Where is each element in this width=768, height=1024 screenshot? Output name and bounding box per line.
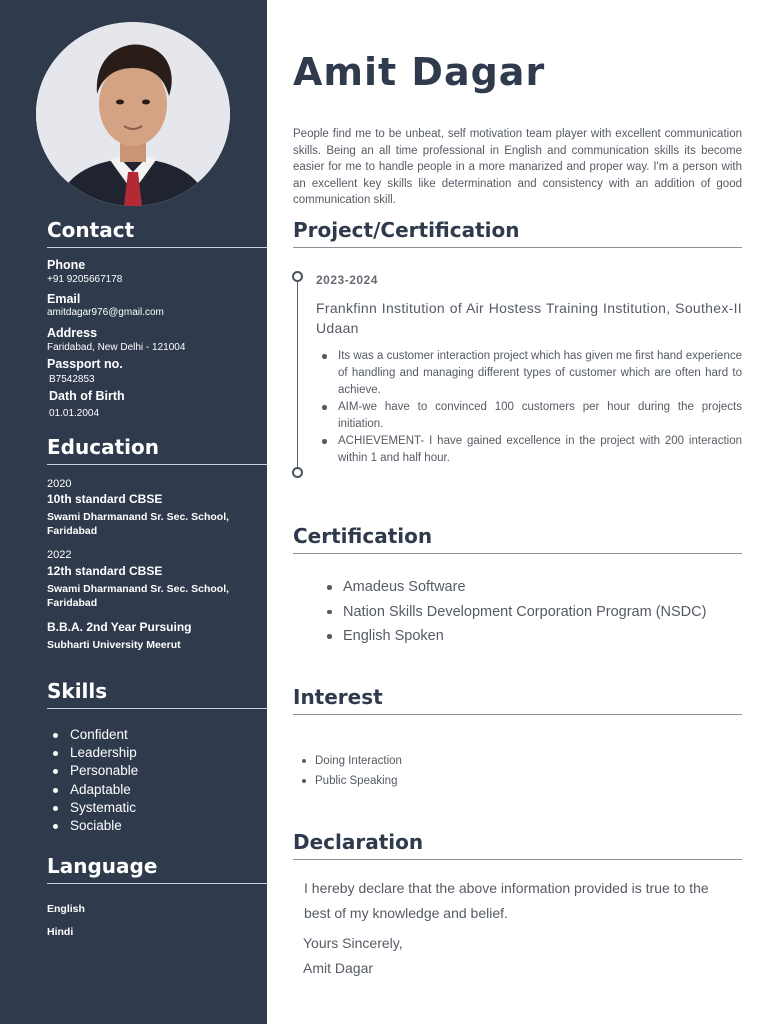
certification-item: English Spoken bbox=[325, 625, 706, 650]
dob-value: 01.01.2004 bbox=[49, 408, 100, 419]
profile-photo-illustration bbox=[36, 22, 230, 206]
dob-label: Dath of Birth bbox=[49, 389, 125, 403]
contact-heading: Contact bbox=[47, 218, 135, 242]
education-school: Swami Dharmanand Sr. Sec. School, Faridabad bbox=[47, 583, 230, 609]
education-school: Subharti University Meerut bbox=[47, 639, 181, 651]
skill-item: Leadership bbox=[52, 744, 138, 762]
certification-item: Nation Skills Development Corporation Program (NSDC) bbox=[325, 601, 706, 626]
contact-divider bbox=[47, 247, 267, 248]
interest-item: Doing Interaction bbox=[301, 752, 402, 772]
skill-item: Confident bbox=[52, 726, 138, 744]
email-label: Email bbox=[47, 292, 81, 306]
declaration-closing: Yours Sincerely, bbox=[303, 935, 403, 951]
project-divider bbox=[293, 247, 742, 248]
profile-photo bbox=[36, 22, 230, 206]
declaration-text: I hereby declare that the above information provided is true to the best of my knowledge and belief. bbox=[304, 880, 709, 921]
education-title: 10th standard CBSE bbox=[47, 492, 163, 506]
skill-item: Sociable bbox=[52, 817, 138, 835]
declaration-heading: Declaration bbox=[293, 830, 424, 854]
timeline-line bbox=[297, 282, 298, 468]
project-point: AIM-we have to convinced 100 customers per hour during the projects initiation. bbox=[320, 399, 742, 433]
project-heading: Project/Certification bbox=[293, 218, 520, 242]
project-point: ACHIEVEMENT- I have gained excellence in the project with 200 interaction within 1 and half hour. bbox=[320, 433, 742, 467]
education-title: 12th standard CBSE bbox=[47, 564, 163, 578]
candidate-name: Amit Dagar bbox=[293, 50, 546, 94]
project-title: Frankfinn Institution of Air Hostess Training Institution, Southex-II Udaan bbox=[316, 300, 742, 336]
certification-item: Amadeus Software bbox=[325, 576, 706, 601]
address-value: Faridabad, New Delhi - 121004 bbox=[47, 342, 186, 353]
certification-heading: Certification bbox=[293, 524, 433, 548]
interest-divider bbox=[293, 714, 742, 715]
passport-value: B7542853 bbox=[49, 374, 95, 385]
timeline-start-dot bbox=[292, 271, 303, 282]
language-heading: Language bbox=[47, 854, 158, 878]
skill-item: Adaptable bbox=[52, 781, 138, 799]
skills-heading: Skills bbox=[47, 679, 108, 703]
skills-divider bbox=[47, 708, 267, 709]
project-year: 2023-2024 bbox=[316, 273, 378, 287]
declaration-signature: Amit Dagar bbox=[303, 960, 374, 976]
language-divider bbox=[47, 883, 267, 884]
timeline-end-dot bbox=[292, 467, 303, 478]
skill-item: Systematic bbox=[52, 799, 138, 817]
language-item: English bbox=[47, 903, 85, 915]
project-points bbox=[320, 348, 742, 467]
about-paragraph: People find me to be unbeat, self motivation team player with excellent communication skills. Being an all time professional in English and communication skills its become easier for me to handle people in a more manarized and proper way. I'm a person with an excellent key skills like determination and consistency with an addition of good communication skill. bbox=[293, 128, 742, 206]
language-item: Hindi bbox=[47, 926, 74, 938]
interest-heading: Interest bbox=[293, 685, 383, 709]
interest-list bbox=[301, 752, 402, 792]
phone-value: +91 9205667178 bbox=[47, 274, 123, 285]
project-point: Its was a customer interaction project which has given me first hand experience of handling and managing different types of customer which are often hard to achieve. bbox=[320, 348, 742, 399]
education-divider bbox=[47, 464, 267, 465]
skills-list bbox=[52, 726, 138, 835]
certification-divider bbox=[293, 553, 742, 554]
passport-label: Passport no. bbox=[47, 357, 123, 371]
education-year: 2020 bbox=[47, 478, 72, 490]
education-year: 2022 bbox=[47, 549, 72, 561]
education-heading: Education bbox=[47, 435, 159, 459]
address-label: Address bbox=[47, 326, 98, 340]
education-school: Swami Dharmanand Sr. Sec. School, Faridabad bbox=[47, 511, 230, 537]
email-value: amitdagar976@gmail.com bbox=[47, 307, 164, 318]
education-title: B.B.A. 2nd Year Pursuing bbox=[47, 620, 192, 634]
phone-label: Phone bbox=[47, 258, 86, 272]
interest-item: Public Speaking bbox=[301, 772, 402, 792]
certification-list bbox=[325, 576, 706, 650]
sidebar bbox=[0, 0, 267, 1024]
skill-item: Personable bbox=[52, 762, 138, 780]
declaration-divider bbox=[293, 859, 742, 860]
